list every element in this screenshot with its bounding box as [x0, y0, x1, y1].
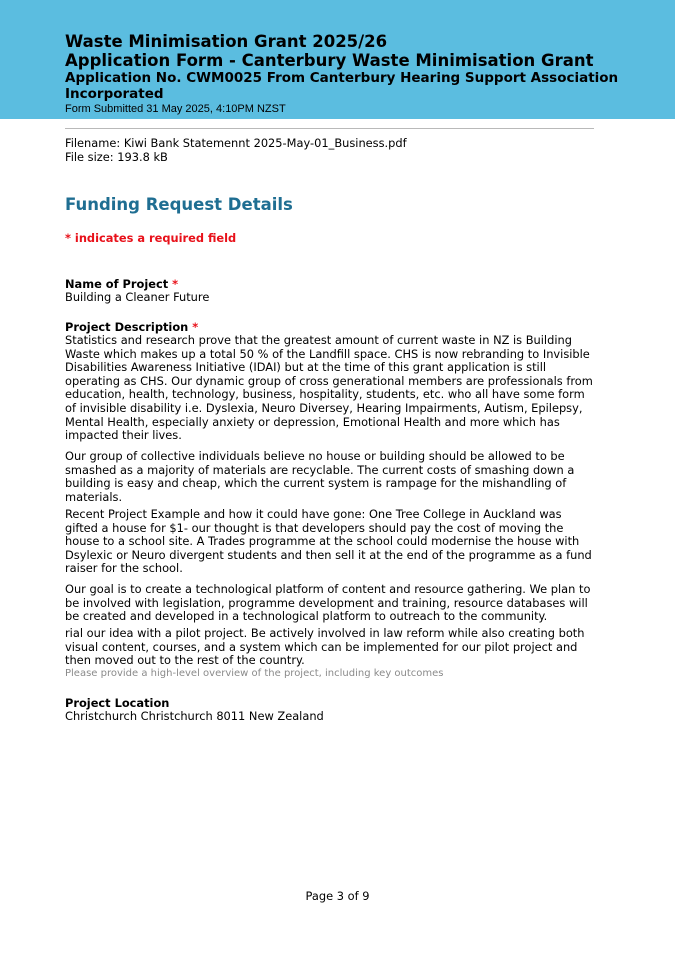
description-paragraph-2: Our group of collective individuals believe no house or building should be allowed to be smashed as a majority of materials are recyclable. The current costs of smashing down a building is easy and cheap, which the current system is rampage for the mishandling of materials.: [65, 449, 575, 504]
project-name-label: [65, 277, 178, 291]
project-location-value: Christchurch Christchurch 8011 New Zealand: [65, 709, 324, 723]
application-number: Application No. CWM0025 From Canterbury Hearing Support Association: [65, 70, 619, 86]
required-field-note: * indicates a required field: [65, 231, 237, 245]
project-name-label-text: Name of Project: [65, 277, 169, 291]
submission-timestamp: Form Submitted 31 May 2025, 4:10PM NZST: [65, 103, 286, 115]
project-description-hint: Please provide a high-level overview of the project, including key outcomes: [65, 668, 444, 679]
project-description-label: [65, 320, 198, 334]
description-paragraph-4: Our goal is to create a technological platform of content and resource gathering. We plan to be involved with legislation, programme development and training, resource databases will be created and developed in a technological platform to outreach to the community.: [65, 582, 591, 624]
description-paragraph-5: rial our idea with a pilot project. Be actively involved in law reform while also creating both visual content, courses, and a system which can be implemented for our pilot project and then moved out to the rest of the country.: [65, 626, 585, 668]
form-subtitle: Application Form - Canterbury Waste Minimisation Grant: [65, 51, 594, 70]
attachment-filesize: File size: 193.8 kB: [65, 150, 168, 164]
application-number-continued: Incorporated: [65, 86, 164, 102]
page-number: Page 3 of 9: [305, 889, 370, 903]
required-marker: *: [172, 277, 179, 291]
divider: [65, 128, 594, 129]
form-title: Waste Minimisation Grant 2025/26: [65, 32, 388, 51]
description-paragraph-3: Recent Project Example and how it could have gone: One Tree College in Auckland was gifted a house for $1- our thought is that developers should pay the cost of moving the house to a school site. A Trades programme at the school could modernise the house with Dsylexic or Neuro divergent students and then sell it at the end of the programme as a fund raiser for the school.: [65, 507, 592, 576]
attachment-filename: Filename: Kiwi Bank Statemennt 2025-May-01_Business.pdf: [65, 136, 407, 150]
project-description-label-text: Project Description: [65, 320, 189, 334]
section-title: Funding Request Details: [65, 195, 293, 214]
description-paragraph-1: Statistics and research prove that the greatest amount of current waste in NZ is Building Waste which makes up a total 50 % of the Landfill space. CHS is now rebranding to Invisible Disabilities Awareness Initiative (IDAI) but at the time of this grant application is still operating as CHS. Our dynamic group of cross generational members are professionals from education, health, technology, business, hospitality, students, etc. who all have some form of invisible disability i.e. Dyslexia, Neuro Diversey, Hearing Impairments, Autism, Epilepsy, Mental Health, especially anxiety or depression, Emotional Health and more which has impacted their lives.: [65, 333, 593, 443]
header-band: [0, 0, 675, 119]
project-name-value: Building a Cleaner Future: [65, 290, 210, 304]
project-location-label: Project Location: [65, 696, 170, 710]
required-marker: *: [192, 320, 199, 334]
